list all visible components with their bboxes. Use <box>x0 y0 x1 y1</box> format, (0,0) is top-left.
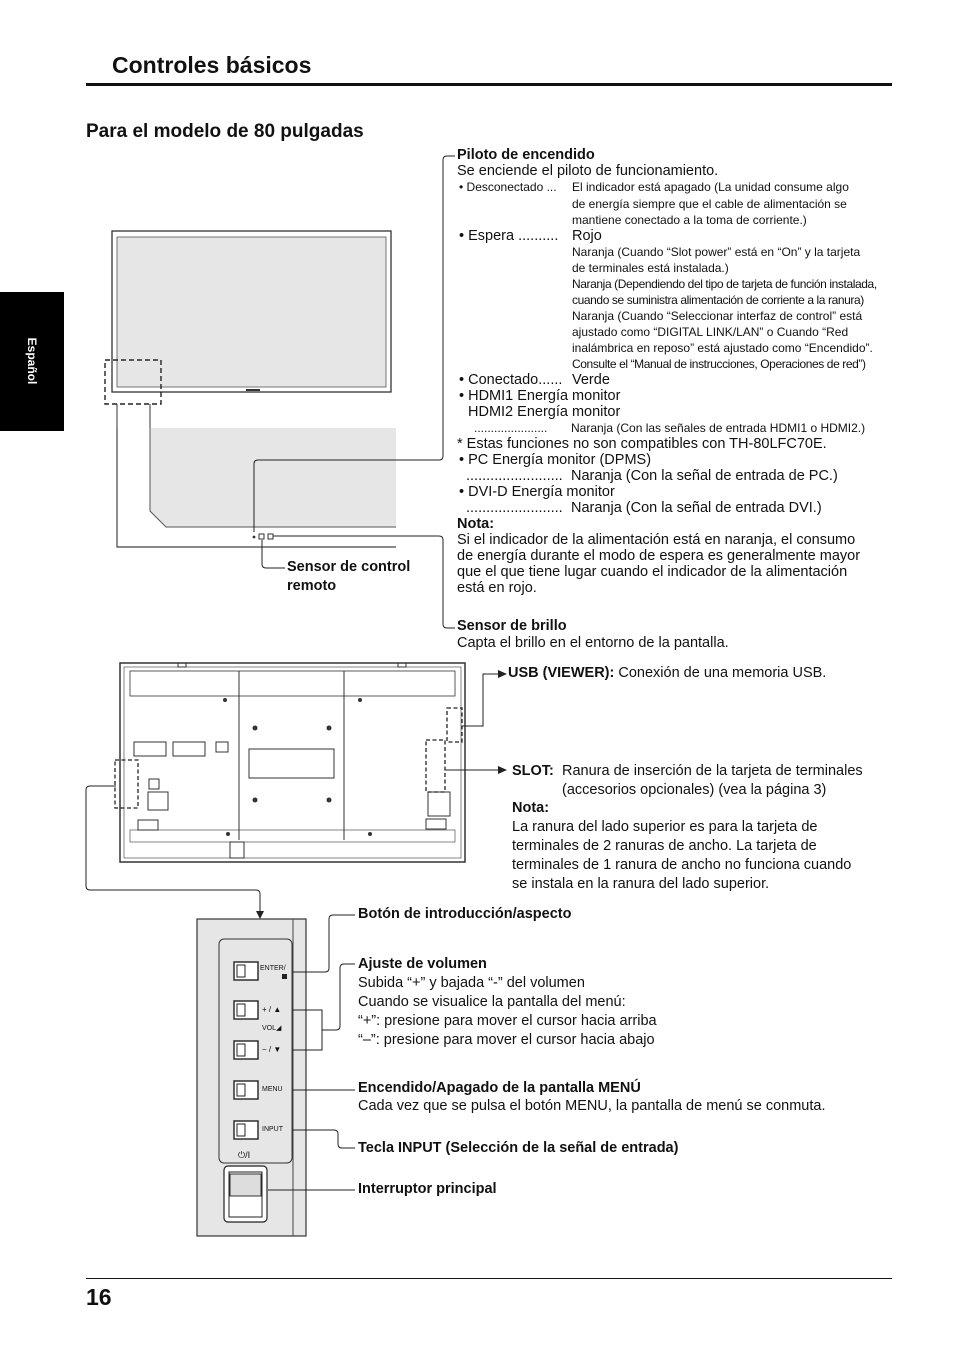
usb-callout <box>508 665 826 681</box>
power-note-4: está en rojo. <box>457 580 537 596</box>
on-value: Verde <box>572 372 610 388</box>
input-key-title: Tecla INPUT (Selección de la señal de entrada) <box>358 1140 679 1156</box>
hdmi2-label: HDMI2 Energía monitor <box>468 404 621 420</box>
brightness-sensor-title: Sensor de brillo <box>457 618 567 634</box>
pc-label: • PC Energía monitor (DPMS) <box>459 452 652 468</box>
volume-line-4: “–”: presione para mover el cursor hacia abajo <box>358 1032 655 1048</box>
menu-desc: Cada vez que se pulsa el botón MENU, la pantalla de menú se conmuta. <box>358 1098 826 1114</box>
remote-sensor-label-1: Sensor de control <box>287 559 411 575</box>
minus-button-label: − / ▼ <box>262 1045 282 1054</box>
slot-note-3: terminales de 1 ranura de ancho no funciona cuando <box>512 857 852 873</box>
compatibility-note: * Estas funciones no son compatibles con TH-80LFC70E. <box>457 436 827 452</box>
power-indicator-title: Piloto de encendido <box>457 147 595 163</box>
usb-desc: Conexión de una memoria USB. <box>618 665 827 681</box>
slot-note-2: terminales de 2 ranuras de ancho. La tarjeta de <box>512 838 817 854</box>
slot-note-title: Nota: <box>512 800 550 816</box>
slot-label: SLOT: <box>512 763 554 779</box>
menu-button-label: MENU <box>262 1086 283 1093</box>
language-tab-label: Español <box>25 337 39 385</box>
page-title: Controles básicos <box>112 52 312 78</box>
input-button-label: INPUT <box>262 1126 283 1133</box>
power-indicator-desc: Se enciende el piloto de funcionamiento. <box>457 163 719 179</box>
brightness-sensor-desc: Capta el brillo en el entorno de la pantalla. <box>457 635 729 651</box>
standby-red: Rojo <box>572 228 602 244</box>
dvi-label: • DVI-D Energía monitor <box>459 484 615 500</box>
front-corner-zoom <box>117 428 396 547</box>
enter-aspect-title: Botón de introducción/aspecto <box>358 906 572 922</box>
pc-dots: ........................ <box>466 468 563 484</box>
slot-note-1: La ranura del lado superior es para la tarjeta de <box>512 819 818 835</box>
power-symbol-icon: ⏻/I <box>238 1150 251 1160</box>
plus-button-label: + / ▲ <box>262 1005 282 1014</box>
standby-text-2: de terminales está instalada.) <box>572 261 729 275</box>
hdmi1-label: • HDMI1 Energía monitor <box>459 388 621 404</box>
standby-text-5: Naranja (Cuando “Seleccionar interfaz de control” está <box>572 309 863 323</box>
remote-sensor-label-2: remoto <box>287 578 337 594</box>
section-title: Para el modelo de 80 pulgadas <box>86 121 364 142</box>
power-note-2: de energía durante el modo de espera es generalmente mayor <box>457 548 861 564</box>
front-monitor-illustration <box>105 231 391 428</box>
power-note-3: que el que tiene lugar cuando el indicador de la alimentación <box>457 564 848 580</box>
standby-text-8: Consulte el “Manual de instrucciones, Operaciones de red”) <box>572 357 866 371</box>
usb-label: USB (VIEWER): <box>508 665 615 681</box>
off-text-1: El indicador está apagado (La unidad consume algo <box>572 180 849 194</box>
volume-line-2: Cuando se visualice la pantalla del menú: <box>358 994 626 1010</box>
slot-desc-1: Ranura de inserción de la tarjeta de terminales <box>562 763 863 779</box>
hdmi-dots: ...................... <box>474 421 548 435</box>
rear-monitor-illustration <box>120 663 465 862</box>
pc-value: Naranja (Con la señal de entrada de PC.) <box>571 468 838 484</box>
vol-label: VOL◢ <box>262 1025 282 1032</box>
volume-line-1: Subida “+” y bajada “-” del volumen <box>358 975 585 991</box>
off-text-2: de energía siempre que el cable de alimentación se <box>572 197 847 211</box>
volume-title: Ajuste de volumen <box>358 956 487 972</box>
standby-text-7: inalámbrica en reposo” está ajustado como “Encendido”. <box>572 341 873 355</box>
main-switch-title: Interruptor principal <box>358 1181 497 1197</box>
off-label: • Desconectado ... <box>459 180 557 194</box>
volume-line-3: “+”: presione para mover el cursor hacia arriba <box>358 1013 657 1029</box>
rear-screw-holes <box>223 698 372 836</box>
dvi-value: Naranja (Con la señal de entrada DVI.) <box>571 500 822 516</box>
control-panel-illustration <box>197 919 306 1236</box>
dvi-dots: ........................ <box>466 500 563 516</box>
off-text-3: mantiene conectado a la toma de corriente.) <box>572 213 807 227</box>
hdmi-value: Naranja (Con las señales de entrada HDMI1 o HDMI2.) <box>571 421 866 435</box>
slot-desc-2: (accesorios opcionales) (vea la página 3) <box>562 782 827 798</box>
enter-button-label: ENTER/ <box>260 965 286 972</box>
power-note-1: Si el indicador de la alimentación está en naranja, el consumo <box>457 532 856 548</box>
on-label: • Conectado...... <box>459 372 563 388</box>
power-note-title: Nota: <box>457 516 495 532</box>
footer-rule <box>86 1278 892 1279</box>
standby-label: • Espera .......... <box>459 228 559 244</box>
menu-title: Encendido/Apagado de la pantalla MENÚ <box>358 1080 641 1096</box>
standby-text-3: Naranja (Dependiendo del tipo de tarjeta de función instalada, <box>572 277 877 291</box>
standby-text-6: ajustado como “DIGITAL LINK/LAN” o Cuando “Red <box>572 325 849 339</box>
page-number: 16 <box>86 1284 112 1310</box>
standby-text-4: cuando se suministra alimentación de corriente a la ranura) <box>572 293 864 307</box>
standby-text-1: Naranja (Cuando “Slot power” está en “On” y la tarjeta <box>572 245 861 259</box>
slot-note-4: se instala en la ranura del lado superior. <box>512 876 770 892</box>
